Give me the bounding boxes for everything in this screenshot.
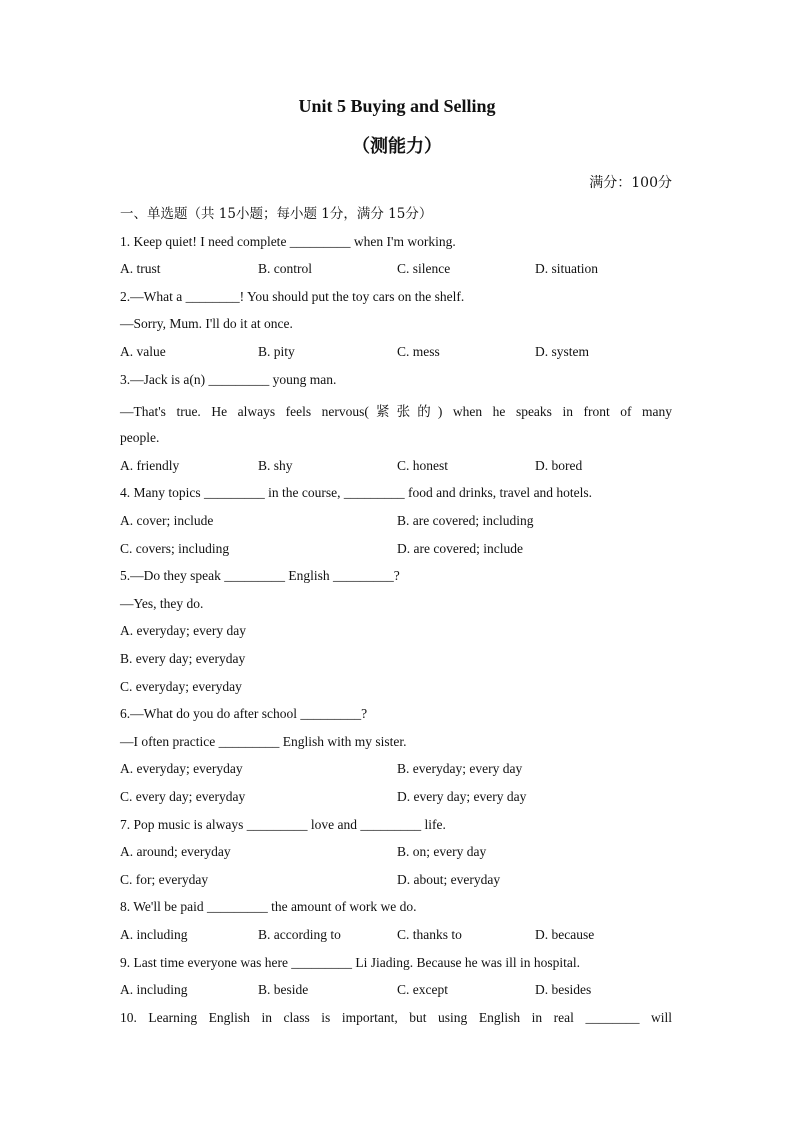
question-9-option-d: D. besides xyxy=(535,982,592,997)
question-6-option-c: C. every day; everyday xyxy=(120,789,246,804)
question-3-option-a: A. friendly xyxy=(120,458,180,473)
question-4-option-b: B. are covered; including xyxy=(397,513,534,528)
question-9-option-a: A. including xyxy=(120,982,188,997)
question-7-stem: 7. Pop music is always _________ love and _________ life. xyxy=(120,817,446,832)
question-6-reply: —I often practice _________ English with my sister. xyxy=(120,734,407,749)
page-title: Unit 5 Buying and Selling xyxy=(298,96,496,116)
question-6-option-b: B. everyday; every day xyxy=(397,761,523,776)
question-6-stem: 6.—What do you do after school _________? xyxy=(120,706,368,721)
total-score: 满分：100分 xyxy=(589,175,672,191)
question-4-option-a: A. cover; include xyxy=(120,513,214,528)
question-9-option-b: B. beside xyxy=(258,982,309,997)
question-1-option-b: B. control xyxy=(258,261,312,276)
question-5-option-c: C. everyday; everyday xyxy=(120,679,242,694)
question-2-reply: —Sorry, Mum. I'll do it at once. xyxy=(120,316,293,331)
section-heading: 一、单选题（共 15小题；每小题 1分，满分 15分） xyxy=(120,206,433,222)
question-4-option-d: D. are covered; include xyxy=(397,541,523,556)
question-9-option-c: C. except xyxy=(397,982,448,997)
question-5-reply: —Yes, they do. xyxy=(120,596,204,611)
question-8-option-c: C. thanks to xyxy=(397,927,462,942)
question-5-stem: 5.—Do they speak _________ English _________? xyxy=(120,568,400,583)
question-2-option-a: A. value xyxy=(120,344,166,359)
question-5-option-b: B. every day; everyday xyxy=(120,651,246,666)
question-4-option-c: C. covers; including xyxy=(120,541,230,556)
question-9-stem: 9. Last time everyone was here _________ Li Jiading. Because he was ill in hospital. xyxy=(120,955,581,970)
question-8-option-a: A. including xyxy=(120,927,188,942)
question-6-option-a: A. everyday; everyday xyxy=(120,761,243,776)
question-7-option-b: B. on; every day xyxy=(397,844,487,859)
question-7-option-c: C. for; everyday xyxy=(120,872,209,887)
question-1-option-d: D. situation xyxy=(535,261,598,276)
question-1-option-c: C. silence xyxy=(397,261,451,276)
question-4-stem: 4. Many topics _________ in the course, _________ food and drinks, travel and hotels. xyxy=(120,485,593,500)
question-3-option-b: B. shy xyxy=(258,458,293,473)
question-1-option-a: A. trust xyxy=(120,261,161,276)
question-10-stem: 10. Learning English in class is important, but using English in real ________ will xyxy=(120,1010,672,1025)
question-7-option-a: A. around; everyday xyxy=(120,844,231,859)
question-3-reply-line-1: —That's true. He always feels nervous(紧张的) when he speaks in front of many xyxy=(120,404,672,419)
question-2-stem: 2.—What a ________! You should put the toy cars on the shelf. xyxy=(120,289,465,304)
question-8-option-b: B. according to xyxy=(258,927,341,942)
question-2-option-b: B. pity xyxy=(258,344,295,359)
question-3-option-d: D. bored xyxy=(535,458,583,473)
question-6-option-d: D. every day; every day xyxy=(397,789,527,804)
page-subtitle: （测能力） xyxy=(352,136,442,157)
question-3-reply-line-2: people. xyxy=(120,430,160,445)
question-3-option-c: C. honest xyxy=(397,458,449,473)
question-8-stem: 8. We'll be paid _________ the amount of work we do. xyxy=(120,899,417,914)
question-2-option-c: C. mess xyxy=(397,344,440,359)
question-8-option-d: D. because xyxy=(535,927,595,942)
question-3-stem: 3.—Jack is a(n) _________ young man. xyxy=(120,372,337,387)
question-5-option-a: A. everyday; every day xyxy=(120,623,246,638)
question-1-stem: 1. Keep quiet! I need complete _________ when I'm working. xyxy=(120,234,456,249)
question-2-option-d: D. system xyxy=(535,344,589,359)
question-7-option-d: D. about; everyday xyxy=(397,872,501,887)
